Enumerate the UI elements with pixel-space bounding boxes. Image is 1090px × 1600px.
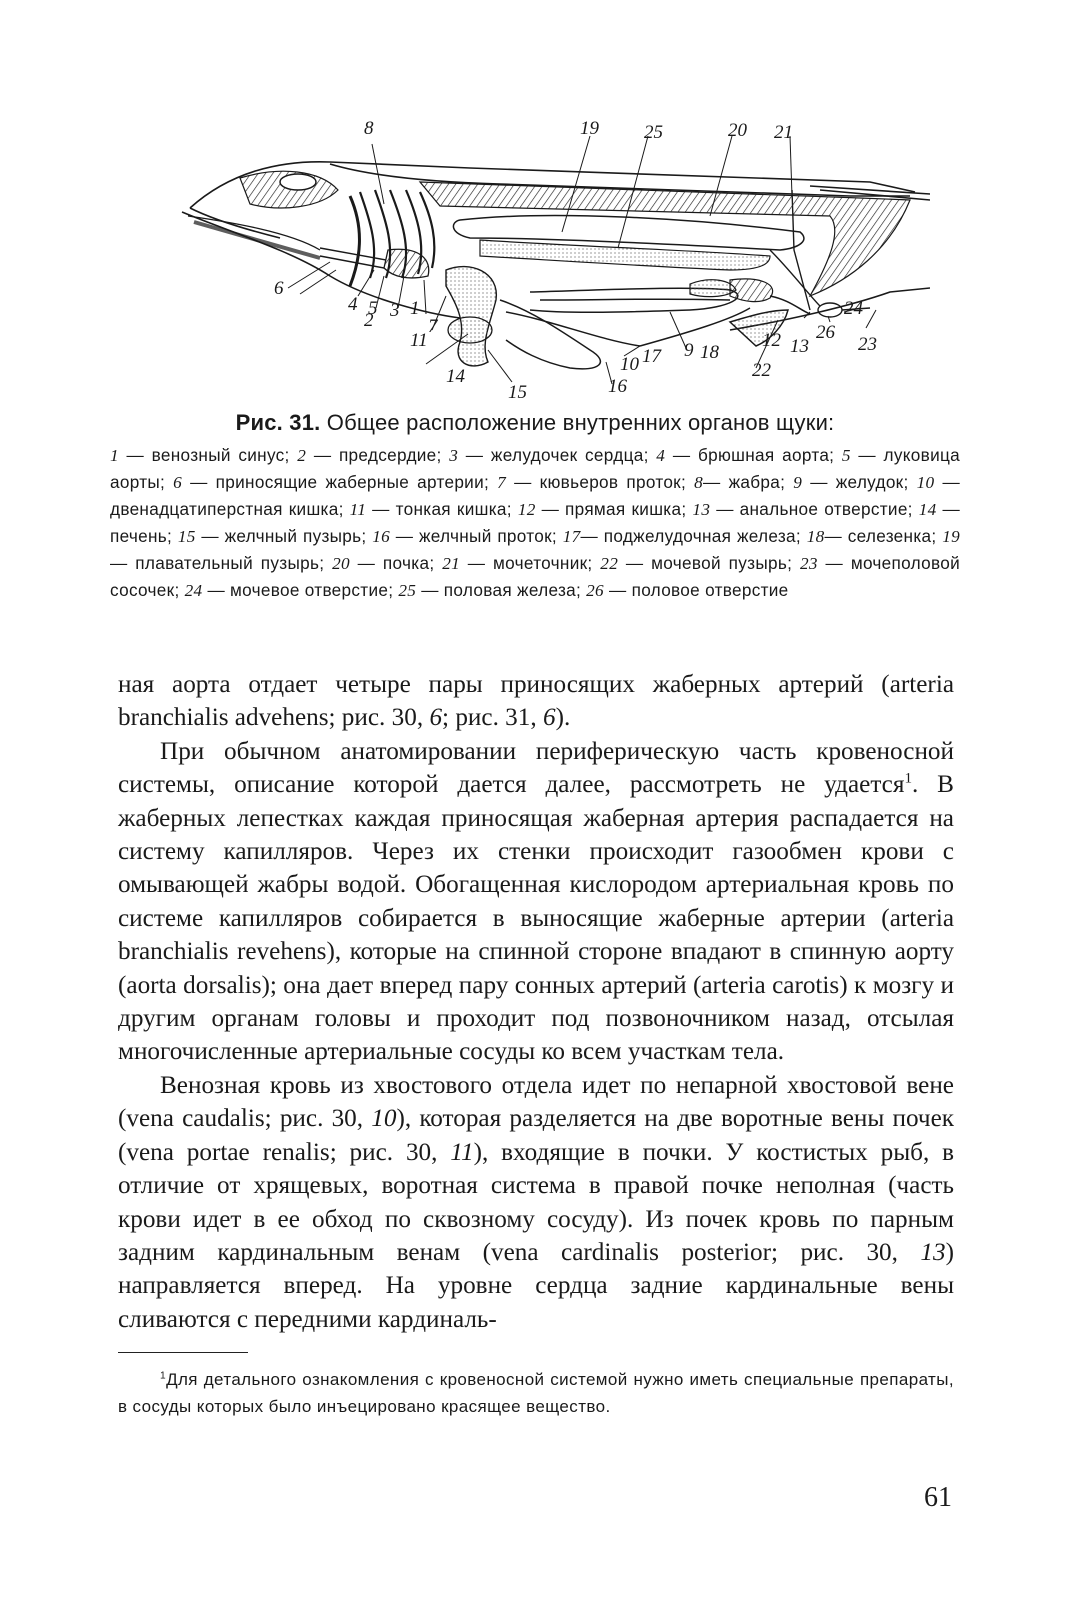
legend-number: 2 (297, 446, 307, 465)
callout: 21 (774, 122, 793, 143)
callout: 5 (368, 298, 378, 319)
footnote-text: Для детального ознакомления с кровеносной системой нужно иметь специальные препараты, в сосуды которых было инъецировано красящее вещество. (118, 1370, 954, 1416)
pike-anatomy-figure (170, 100, 930, 410)
callout: 25 (644, 122, 663, 143)
legend-text: — половая железа; (416, 580, 587, 600)
legend-text: — жабра; (703, 472, 794, 492)
callout: 9 (684, 340, 694, 361)
legend-text: — венозный синус; (118, 445, 298, 465)
callout: 26 (816, 322, 835, 343)
callout: 15 (508, 382, 527, 403)
head (188, 171, 338, 258)
paragraph: Венозная кровь из хвостового отдела идет по непарной хвостовой вене (vena caudalis; рис. 30, 10), которая разделяется на две воротные вены почек (vena portae renalis; рис. 30, 11), входящие в почки. У костистых рыб, в отличие от хрящевых, воротная система в правой почке неполная (часть крови идет в ее обход по сквозному сосуду). Из почек кровь по парным задним кардинальным венам (vena cardinalis posterior; рис. 30, 13) направляется вперед. На уровне сердца задние кардинальные вены сливаются с передними кардиналь- (118, 1071, 954, 1333)
legend-text: — половое отверстие (603, 580, 789, 600)
paragraph: ная аорта отдает четыре пары приносящих жаберных артерий (arteria branchialis advehens; рис. 30, 6; рис. 31, 6). (118, 671, 954, 732)
eye (280, 174, 316, 190)
legend-text: — приносящие жаберные артерии; (182, 472, 498, 492)
legend-text: — мочевой пузырь; (618, 553, 800, 573)
caption-title: Рис. 31. Общее расположение внутренних органов щуки: (235, 410, 835, 435)
legend-text: — мочеточник; (460, 553, 601, 573)
figure-caption (110, 410, 960, 604)
callout: 14 (446, 366, 465, 387)
legend-number: 4 (656, 446, 666, 465)
caption-legend (110, 442, 960, 604)
legend-text: — желудок; (802, 472, 917, 492)
legend-number: 14 (918, 500, 937, 519)
callout: 16 (608, 376, 627, 397)
legend-text: — прямая кишка; (535, 499, 693, 519)
legend-number: 20 (332, 554, 350, 573)
body-text (118, 668, 954, 1336)
callout: 7 (428, 316, 438, 337)
stomach-hook (730, 279, 773, 302)
legend-text: — желчный проток; (390, 526, 563, 546)
legend-text: — печень; (110, 499, 960, 546)
callout: 3 (390, 300, 400, 321)
callout: 1 (410, 298, 420, 319)
legend-text: — анальное отверстие; (710, 499, 919, 519)
legend-text: — желчный пузырь; (195, 526, 373, 546)
legend-text: — селезенка; (824, 526, 943, 546)
legend-text: — желудочек сердца; (458, 445, 657, 465)
legend-number: 6 (173, 473, 183, 492)
legend-number: 25 (398, 581, 417, 600)
legend-text: — кювьеров проток; (506, 472, 695, 492)
footnote-mark: 1 (160, 1370, 167, 1382)
legend-number: 17 (562, 527, 581, 546)
gall-bladder (448, 317, 492, 343)
legend-number: 13 (692, 500, 711, 519)
spleen (690, 280, 736, 297)
legend-text: — брюшная аорта; (665, 445, 842, 465)
callout: 18 (700, 342, 719, 363)
legend-text: — почка; (349, 553, 443, 573)
page-number: 61 (924, 1482, 952, 1513)
legend-number: 23 (799, 554, 818, 573)
footnote (118, 1366, 954, 1420)
legend-text: — поджелудочная железа; (580, 526, 807, 546)
legend-number: 8 (694, 473, 704, 492)
callout: 13 (790, 336, 809, 357)
legend-number: 15 (177, 527, 196, 546)
legend-text: — плавательный пузырь; (110, 553, 333, 573)
callout: 4 (348, 294, 358, 315)
legend-number: 21 (442, 554, 460, 573)
footnote-rule (118, 1352, 248, 1353)
legend-number: 24 (184, 581, 203, 600)
paragraph: При обычном анатомировании периферическую часть кровеносной системы, описание которой дается далее, рассмотреть не удается$^1$. В жаберных лепестках каждая приносящая жаберная артерия распадается на систему капилляров. Через их стенки происходит газообмен крови с омывающей жабры водой. Обогащенная кислородом артериальная кровь по системе капилляров собирается в выносящие жаберные артерии (arteria branchialis revehens), которые на спинной стороне впадают в спинную аорту (aorta dorsalis); она дает вперед пару сонных артерий (arteria carotis) к мозгу и другим органам головы и проходит под позвоночником назад, отсылая многочисленные артериальные сосуды ко всем участкам тела. (118, 737, 954, 1066)
callout: 12 (762, 330, 781, 351)
legend-number: 11 (349, 500, 367, 519)
callout: 10 (620, 354, 639, 375)
legend-text: — двенадцатиперстная кишка; (110, 472, 960, 519)
legend-number: 12 (517, 500, 536, 519)
legend-number: 1 (110, 446, 119, 465)
legend-number: 10 (916, 473, 935, 492)
legend-number: 18 (806, 527, 825, 546)
legend-number: 3 (449, 446, 459, 465)
legend-text: — мочевое отверстие; (202, 580, 399, 600)
callout: 19 (580, 118, 599, 139)
callout: 8 (364, 118, 374, 139)
footnote-ref: 1 (904, 770, 912, 787)
callout: 2 (364, 310, 374, 331)
legend-text: — мочеполовой сосочек; (110, 553, 961, 600)
legend-number: 9 (793, 473, 803, 492)
legend-number: 16 (372, 527, 391, 546)
callout: 17 (642, 346, 661, 367)
callout: 24 (844, 298, 863, 319)
legend-number: 26 (586, 581, 604, 600)
callout: 22 (752, 360, 771, 381)
legend-number: 19 (942, 527, 960, 546)
legend-text: — предсердие; (306, 445, 450, 465)
callout: 23 (858, 334, 877, 355)
legend-text: — луковица аорты; (110, 445, 960, 492)
legend-number: 22 (600, 554, 619, 573)
legend-text: — тонкая кишка; (366, 499, 518, 519)
callout: 11 (410, 330, 428, 351)
callout: 6 (274, 278, 284, 299)
pike-anatomy-drawing (170, 100, 930, 410)
legend-number: 5 (841, 446, 851, 465)
legend-number: 7 (497, 473, 507, 492)
callout: 20 (728, 120, 747, 141)
